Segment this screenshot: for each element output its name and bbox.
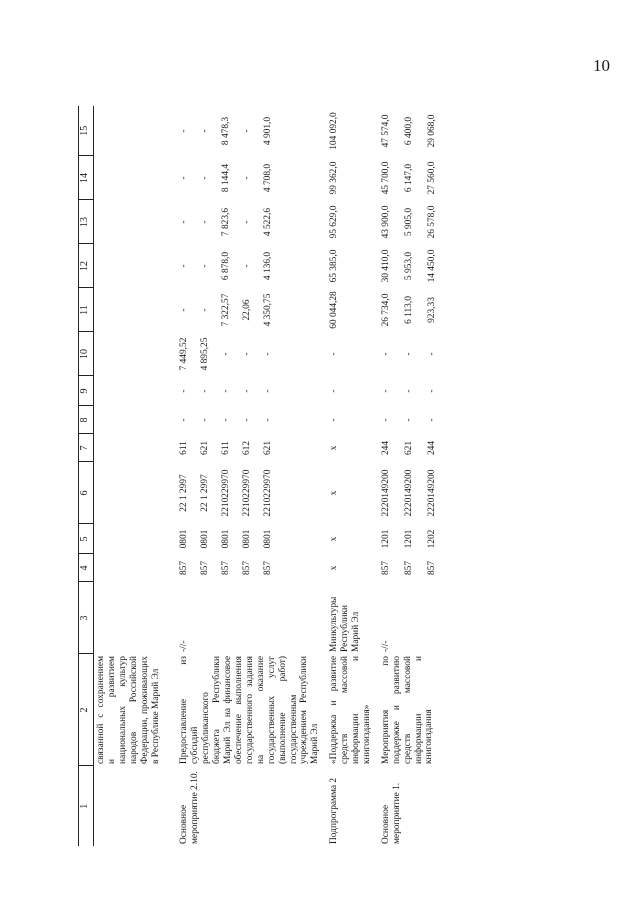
value-cell-col-6 <box>373 462 450 524</box>
value-cell-col-4 <box>94 554 172 582</box>
value-line: - <box>403 352 414 356</box>
value-cell-col-14 <box>94 156 172 200</box>
value-line: 4 136,0 <box>263 251 274 281</box>
value-line: 6 147,0 <box>403 163 414 193</box>
column-header-12: 12 <box>79 244 94 288</box>
value-line: - <box>426 352 437 356</box>
value-line: - <box>263 418 274 422</box>
value-cell-col-10 <box>321 332 373 376</box>
value-line: 857 <box>380 560 391 576</box>
value-line: - <box>380 352 391 356</box>
value-line: 611 <box>221 441 232 455</box>
value-cell-col-15 <box>94 106 172 156</box>
value-cell-col-6 <box>94 462 172 524</box>
value-cell-col-15 <box>321 106 373 156</box>
value-line: 6 113,0 <box>403 296 414 324</box>
value-cell-col-11 <box>94 288 172 332</box>
value-line: 1201 <box>403 529 414 549</box>
row-description: Предоставление из субсидий республиканского бюджета Республики Марий Эл на финансовое обеспечение выполнения государственного задания на оказание государственных услуг (выполнение работ) государственным учреждением Республики Марий Эл <box>179 656 321 764</box>
value-line: 621 <box>200 440 211 456</box>
header-row <box>79 106 94 846</box>
value-line: 26 578,0 <box>426 205 437 239</box>
value-line: 95 629,0 <box>329 205 340 239</box>
value-line: 22 1 2997 <box>200 474 211 512</box>
value-line: - <box>200 389 211 393</box>
value-line: - <box>179 418 190 422</box>
column-header-5: 5 <box>79 524 94 554</box>
value-line: - <box>200 418 211 422</box>
value-line: 5 905,0 <box>403 207 414 237</box>
value-cell-col-6 <box>321 462 373 524</box>
value-line: - <box>263 352 274 356</box>
value-line: x <box>329 536 340 542</box>
value-line: 611 <box>179 441 190 455</box>
rotated-table-container <box>78 106 608 846</box>
value-cell-col-5 <box>321 524 373 554</box>
column-header-3: 3 <box>79 582 94 654</box>
value-line: 4 522,6 <box>263 207 274 237</box>
value-line: 4 901,0 <box>263 116 274 146</box>
value-line: 244 <box>380 440 391 456</box>
value-line: 7 823,6 <box>221 207 232 237</box>
value-cell-col-5 <box>373 524 450 554</box>
value-line: - <box>200 308 211 312</box>
value-line: - <box>426 389 437 393</box>
value-cell-col-10 <box>94 332 172 376</box>
value-line: - <box>179 389 190 393</box>
value-line: 1202 <box>426 529 437 549</box>
value-cell-col-15 <box>373 106 450 156</box>
value-line: 14 450,0 <box>426 249 437 283</box>
row-description: «Поддержка и развитие средств массовой информации и книгоиздания» <box>329 656 372 764</box>
value-cell-col-4 <box>373 554 450 582</box>
column-header-7: 7 <box>79 434 94 462</box>
column-header-10: 10 <box>79 332 94 376</box>
value-line: 5 953,0 <box>403 251 414 281</box>
value-line: - <box>380 418 391 422</box>
row-executor: Минкультуры Республики Марий Эл <box>329 596 362 652</box>
value-cell-col-13 <box>321 200 373 244</box>
value-line: 621 <box>263 440 274 456</box>
value-line: 621 <box>403 440 414 456</box>
value-line: 29 068,0 <box>426 114 437 148</box>
value-line: - <box>200 264 211 268</box>
row-entity <box>94 766 172 846</box>
value-line: - <box>329 352 340 356</box>
column-header-13: 13 <box>79 200 94 244</box>
value-cell-col-5 <box>94 524 172 554</box>
value-cell-col-5 <box>171 524 321 554</box>
row-executor: -//- <box>380 640 391 652</box>
value-line: x <box>329 565 340 571</box>
value-line: x <box>329 490 340 496</box>
value-line: 26 734,0 <box>380 293 391 327</box>
value-cell-col-4 <box>321 554 373 582</box>
value-line: 27 560,0 <box>426 161 437 195</box>
value-cell-col-12 <box>321 244 373 288</box>
value-cell-col-9 <box>373 376 450 406</box>
value-line: 857 <box>263 560 274 576</box>
value-cell-col-6 <box>171 462 321 524</box>
value-line: - <box>242 418 253 422</box>
value-line: 0801 <box>200 529 211 549</box>
value-cell-col-10 <box>171 332 321 376</box>
value-line: - <box>221 352 232 356</box>
value-line: 8 144,4 <box>221 163 232 193</box>
value-line: - <box>242 352 253 356</box>
value-cell-col-12 <box>94 244 172 288</box>
value-line: 244 <box>426 440 437 456</box>
value-cell-col-7 <box>171 434 321 462</box>
column-header-9: 9 <box>79 376 94 406</box>
value-line: - <box>179 129 190 133</box>
value-cell-col-11 <box>321 288 373 332</box>
value-cell-col-4 <box>171 554 321 582</box>
row-entity: Подпрограмма 2 <box>329 777 340 844</box>
value-line: 857 <box>179 560 190 576</box>
value-line: 99 362,0 <box>329 161 340 195</box>
value-cell-col-8 <box>94 406 172 434</box>
value-line: 0801 <box>263 529 274 549</box>
value-line: 2220149200 <box>380 469 391 517</box>
value-cell-col-9 <box>94 376 172 406</box>
budget-table <box>78 106 450 846</box>
value-line: 612 <box>242 440 253 456</box>
row-entity: Основное мероприятие 1. <box>380 782 402 844</box>
table-row <box>171 106 321 846</box>
value-line: - <box>242 264 253 268</box>
value-cell-col-10 <box>373 332 450 376</box>
value-line: 4 708,0 <box>263 163 274 193</box>
value-line: 30 410,0 <box>380 249 391 283</box>
value-line: 0801 <box>221 529 232 549</box>
page-number: 10 <box>593 56 610 75</box>
value-line: 857 <box>403 560 414 576</box>
value-line: 4 895,25 <box>200 337 211 371</box>
value-cell-col-14 <box>321 156 373 200</box>
row-executor <box>94 582 172 654</box>
value-line: - <box>242 389 253 393</box>
column-header-2: 2 <box>79 654 94 766</box>
value-line: - <box>329 418 340 422</box>
column-header-11: 11 <box>79 288 94 332</box>
value-line: - <box>380 389 391 393</box>
value-line: 1201 <box>380 529 391 549</box>
value-line: 2220149200 <box>426 469 437 517</box>
value-cell-col-13 <box>373 200 450 244</box>
value-line: - <box>242 129 253 133</box>
value-line: - <box>179 176 190 180</box>
value-cell-col-7 <box>94 434 172 462</box>
value-cell-col-8 <box>373 406 450 434</box>
value-cell-col-14 <box>171 156 321 200</box>
value-line: 2210229970 <box>221 469 232 517</box>
value-line: 65 385,0 <box>329 249 340 283</box>
value-cell-col-12 <box>171 244 321 288</box>
column-header-15: 15 <box>79 106 94 156</box>
value-line: - <box>221 389 232 393</box>
value-line: 104 092,0 <box>329 112 340 150</box>
value-cell-col-11 <box>373 288 450 332</box>
value-cell-col-13 <box>94 200 172 244</box>
value-cell-col-9 <box>321 376 373 406</box>
value-line: - <box>200 129 211 133</box>
value-cell-col-11 <box>171 288 321 332</box>
value-line: - <box>263 389 274 393</box>
value-cell-col-13 <box>171 200 321 244</box>
value-line: 4 350,75 <box>263 293 274 327</box>
value-line: 22 1 2997 <box>179 474 190 512</box>
value-line: 857 <box>200 560 211 576</box>
value-cell-col-7 <box>373 434 450 462</box>
value-line: 923,33 <box>426 297 437 323</box>
column-header-14: 14 <box>79 156 94 200</box>
value-line: 0801 <box>179 529 190 549</box>
value-line: 45 700,0 <box>380 161 391 195</box>
value-line: 47 574,0 <box>380 114 391 148</box>
column-header-1: 1 <box>79 766 94 846</box>
value-line: 0801 <box>242 529 253 549</box>
value-cell-col-8 <box>321 406 373 434</box>
value-line: 857 <box>426 560 437 576</box>
value-cell-col-15 <box>171 106 321 156</box>
value-cell-col-7 <box>321 434 373 462</box>
value-line: 2210229970 <box>242 469 253 517</box>
value-line: 2220149200 <box>403 469 414 517</box>
row-description: Мероприятия по поддержке и развитию средств массовой информации и книгоиздания <box>380 656 435 764</box>
value-line: 6 400,0 <box>403 116 414 146</box>
value-line: - <box>242 176 253 180</box>
value-line: - <box>179 264 190 268</box>
row-executor: -//- <box>179 640 190 652</box>
column-header-6: 6 <box>79 462 94 524</box>
value-line: 43 900,0 <box>380 205 391 239</box>
value-line: - <box>221 418 232 422</box>
column-header-8: 8 <box>79 406 94 434</box>
value-line: 7 449,52 <box>179 337 190 371</box>
column-header-4: 4 <box>79 554 94 582</box>
value-cell-col-14 <box>373 156 450 200</box>
value-cell-col-8 <box>171 406 321 434</box>
value-line: - <box>179 220 190 224</box>
value-line: 857 <box>242 560 253 576</box>
row-description: связанной с сохранением и развитием национальных культур народов Российской Федерации, проживающих в Республике Марий Эл <box>96 656 161 764</box>
table-row <box>373 106 450 846</box>
table-row <box>321 106 373 846</box>
value-line: 60 044,28 <box>329 291 340 329</box>
value-cell-col-9 <box>171 376 321 406</box>
value-cell-col-12 <box>373 244 450 288</box>
value-line: 7 322,57 <box>221 293 232 327</box>
value-line: - <box>242 220 253 224</box>
value-line: 8 478,3 <box>221 116 232 146</box>
value-line: - <box>329 389 340 393</box>
value-line: - <box>426 418 437 422</box>
value-line: 857 <box>221 560 232 576</box>
value-line: x <box>329 445 340 451</box>
value-line: 2210229970 <box>263 469 274 517</box>
value-line: - <box>200 220 211 224</box>
value-line: - <box>403 389 414 393</box>
value-line: 22,06 <box>242 299 253 321</box>
row-entity: Основное мероприятие 2.10. <box>179 771 201 844</box>
table-row <box>94 106 172 846</box>
value-line: - <box>179 308 190 312</box>
value-line: - <box>403 418 414 422</box>
value-line: 6 878,0 <box>221 251 232 281</box>
value-line: - <box>200 176 211 180</box>
